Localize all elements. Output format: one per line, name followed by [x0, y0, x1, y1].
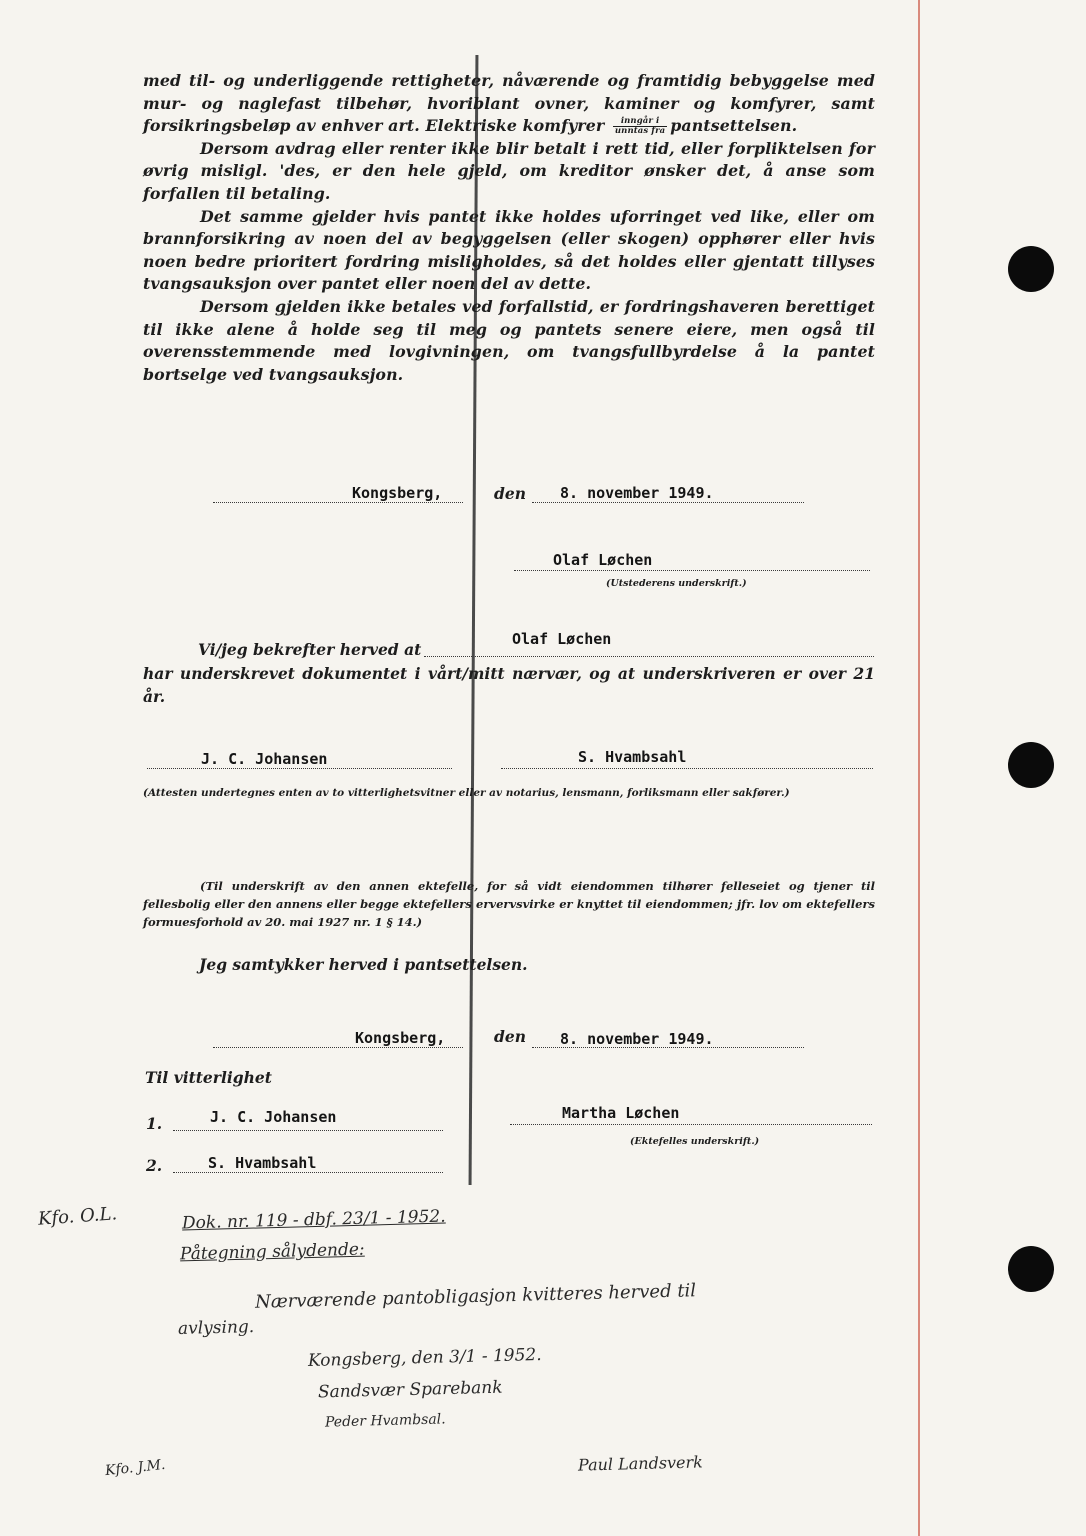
handwritten-signature-2: Paul Landsverk — [577, 1452, 704, 1475]
witness2-line — [501, 768, 873, 769]
spouse-caption: (Ektefelles underskrift.) — [630, 1136, 760, 1147]
attest-statement: Vi/jeg bekrefter herved at — [198, 640, 422, 659]
witness-2-number: 2. — [146, 1156, 163, 1175]
issue-place: Kongsberg, — [352, 484, 443, 502]
attest-name-line — [424, 656, 874, 657]
spouse-place-line — [213, 1047, 463, 1048]
place-line — [213, 502, 463, 503]
handwritten-bank: Sandsvær Sparebank — [317, 1377, 503, 1403]
spouse-witness-2: S. Hvambsahl — [208, 1154, 317, 1172]
attest-note: (Attesten undertegnes enten av to vitterlighetsvitner eller av notarius, lensmann, forliksmann eller sakfører.) — [143, 787, 790, 799]
issuer-signature: Olaf Løchen — [553, 551, 653, 569]
issuer-caption: (Utstederens underskrift.) — [606, 578, 747, 589]
attest-statement-cont: har underskrevet dokumentet i vårt/mitt nærvær, og at underskriveren er over 21 år. — [143, 664, 875, 706]
date-line — [532, 502, 804, 503]
spouse-place: Kongsberg, — [355, 1029, 446, 1047]
attest-witness-2: S. Hvambsahl — [578, 748, 687, 766]
attest-name: Olaf Løchen — [512, 630, 612, 648]
spouse-consent: Jeg samtykker herved i pantsettelsen. — [199, 955, 528, 974]
spouse-note: (Til underskrift av den annen ektefelle, for så vidt eiendommen tilhører felleseiet og tjener til fellesbolig eller den annens eller begge ektefellers ervervsvirke er knyttet til eiendommen; jfr. lov om ektefellers formuesforhold av 20. mai 1927 nr. 1 § 14.) — [143, 879, 875, 929]
terms-paragraph-3: Det samme gjelder hvis pantet ikke holdes uforringet ved like, eller om brannforsikring av noen del av begyggelsen (eller skogen) opphører eller hvis noen bedre prioritert fordring misligholdes, så det holdes eller gjentatt tillyses tvangsauksjon over pantet eller noen del av dette. — [143, 206, 875, 294]
signature-line — [514, 570, 870, 571]
witness1-line — [147, 768, 452, 769]
witness-heading: Til vitterlighet — [145, 1068, 272, 1087]
terms-paragraph-4: Dersom gjelden ikke betales ved forfallstid, er fordringshaveren berettiget til ikke alene å holde seg til meg og pantets senere eiere, men også til overensstemmende med lovgivningen, om tvangsfullbyrdelse å la pantet bortselge ved tvangsauksjon. — [143, 296, 875, 384]
handwritten-line-2: avlysing. — [177, 1317, 255, 1339]
spouse-den-label: den — [494, 1027, 526, 1046]
red-margin-line — [918, 0, 920, 1536]
spouse-witness1-line — [173, 1130, 443, 1131]
spouse-witness-1: J. C. Johansen — [210, 1108, 337, 1126]
issue-den-label: den — [494, 484, 526, 503]
punch-hole — [1008, 246, 1054, 292]
attest-witness-1: J. C. Johansen — [201, 750, 328, 768]
terms-paragraph-1: med til- og underliggende rettigheter, nåværende og framtidig bebyggelse med mur- og naglefast tilbehør, hvoriblant ovner, kaminer og komfyrer, samt forsikringsbeløp av enhver art. Elektriske komfyrer $\frac{\text{inngår i}}{\text{unntas fra}}$ pantsettelsen. — [143, 71, 875, 137]
spouse-date: 8. november 1949. — [560, 1030, 714, 1048]
terms-paragraph-2: Dersom avdrag eller renter ikke blir betalt i rett tid, eller forpliktelsen for øvrig misligl. 'des, er den hele gjeld, om kreditor ønsker det, å anse som forfallen til betaling. — [143, 138, 875, 203]
handwritten-signature-1: Peder Hvambsal. — [324, 1411, 446, 1431]
punch-hole — [1008, 742, 1054, 788]
issue-date: 8. november 1949. — [560, 484, 714, 502]
handwritten-margin-mark: Kfo. O.L. — [37, 1203, 118, 1230]
witness-1-number: 1. — [146, 1114, 163, 1133]
spouse-witness2-line — [173, 1172, 443, 1173]
fraction-choice: $\frac{\text{inngår i}}{\text{unntas fra}}$ — [614, 116, 666, 137]
handwritten-line-1: Nærværende pantobligasjon kvitteres herved til — [254, 1280, 697, 1313]
handwritten-place-date: Kongsberg, den 3/1 - 1952. — [307, 1344, 542, 1372]
spouse-signature: Martha Løchen — [562, 1104, 680, 1122]
punch-hole — [1008, 1246, 1054, 1292]
handwritten-doc-ref: Dok. nr. 119 - dbf. 23/1 - 1952. — [181, 1206, 446, 1234]
terms-text — [143, 70, 875, 386]
handwritten-bottom-mark: Kfo. J.M. — [104, 1456, 167, 1480]
spouse-signature-line — [510, 1124, 872, 1125]
handwritten-heading: Påtegning sålydende: — [179, 1239, 365, 1265]
